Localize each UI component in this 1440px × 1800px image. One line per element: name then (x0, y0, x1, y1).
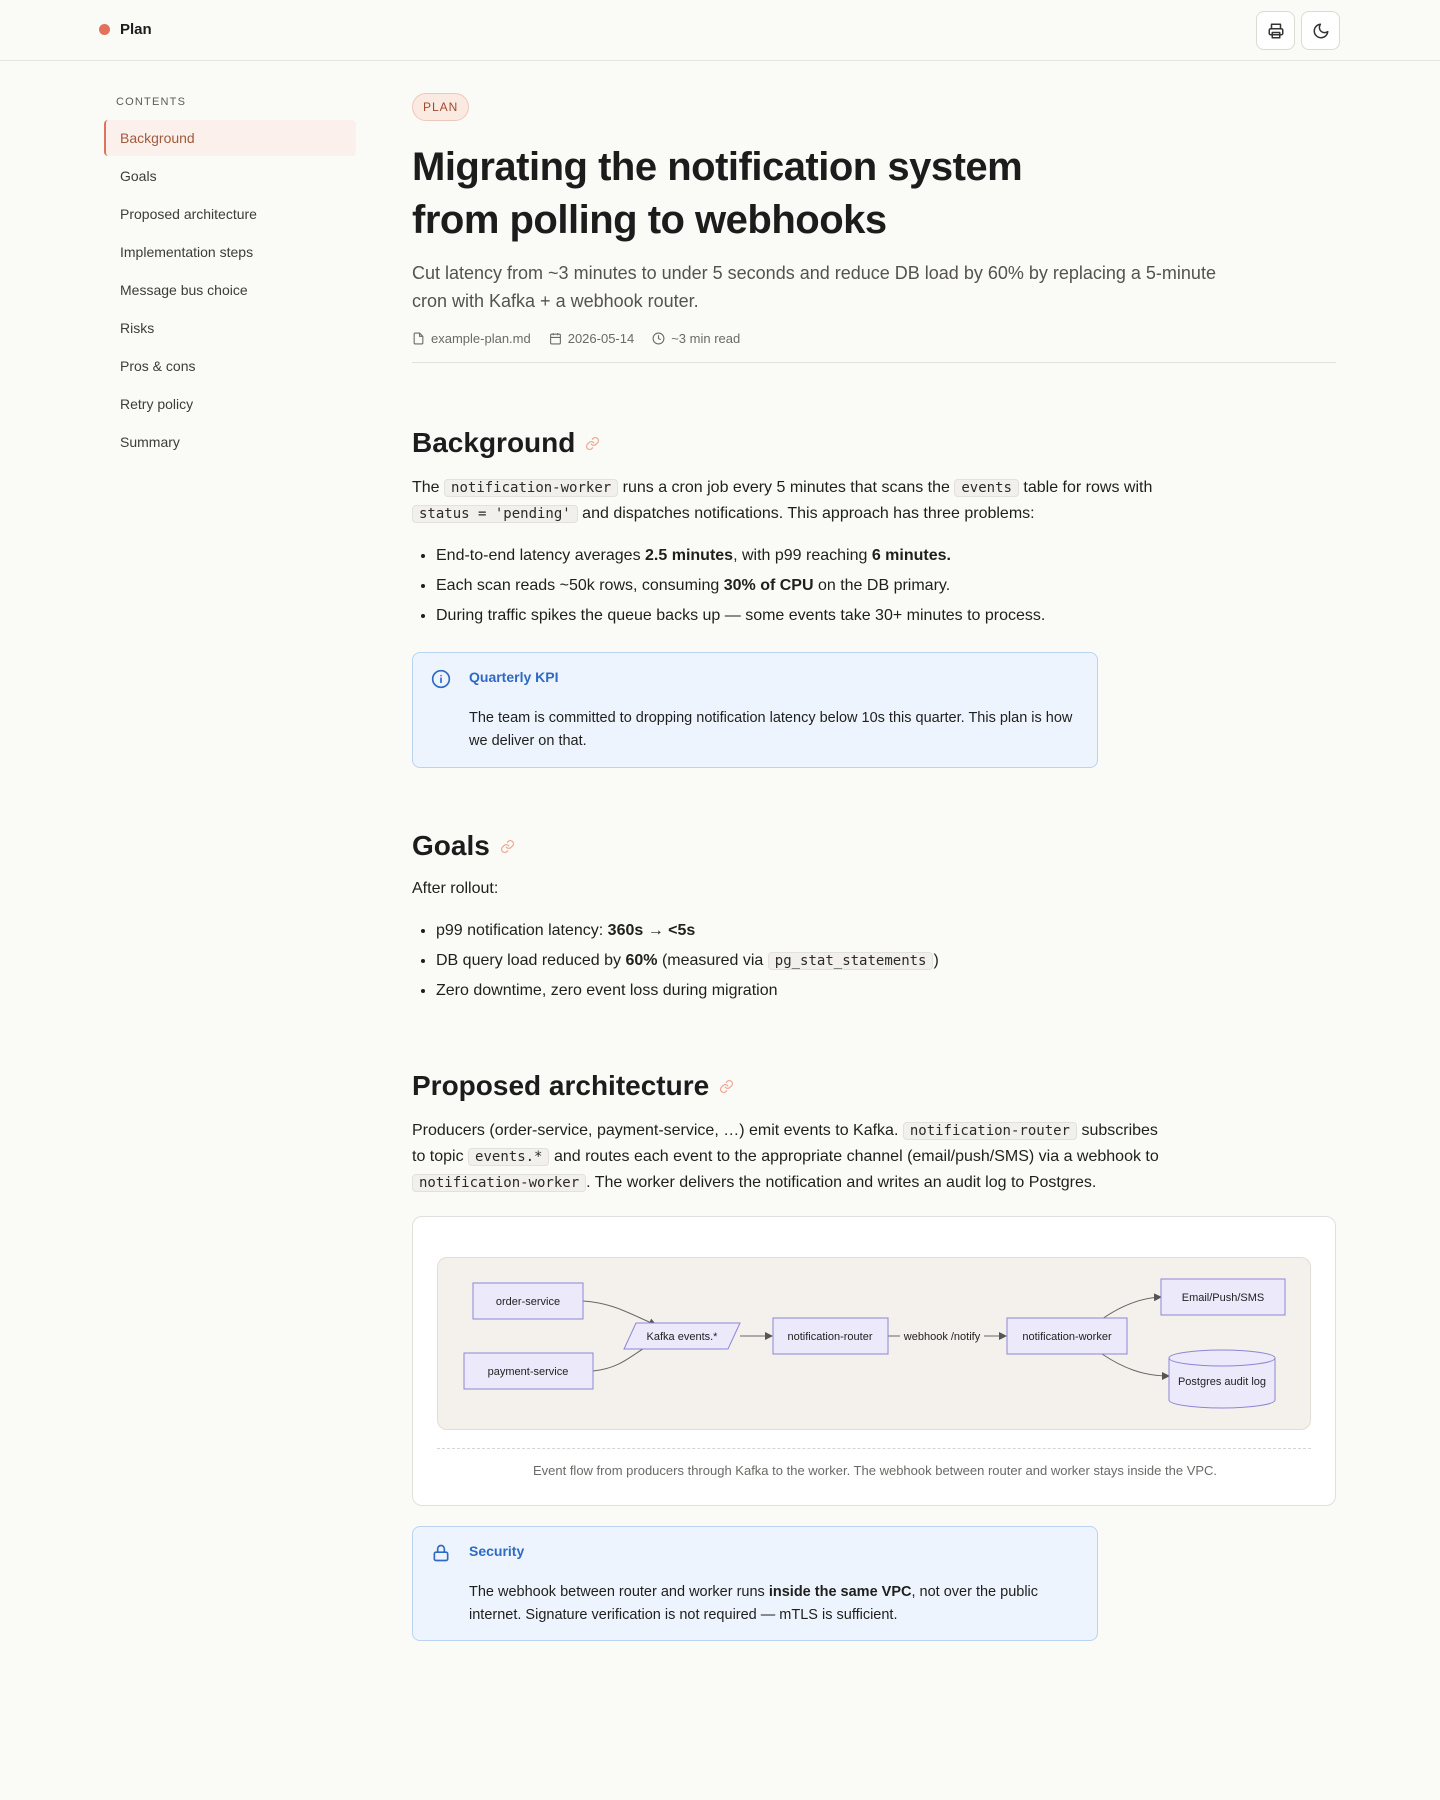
toc-item-retry-policy[interactable]: Retry policy (120, 396, 194, 412)
toc-title: CONTENTS (116, 96, 187, 108)
meta-file-name: example-plan.md (431, 331, 531, 346)
file-icon (412, 332, 425, 345)
table-of-contents (104, 96, 356, 462)
text: The (412, 479, 440, 496)
section-background (412, 427, 1336, 768)
printer-icon (1267, 22, 1285, 40)
list-item: • DB query load reduced by 60% (measured via pg_stat_statements ) (436, 946, 1336, 976)
inline-code: events.* (468, 1148, 549, 1166)
diagram-canvas (437, 1257, 1311, 1430)
toc-item-summary[interactable]: Summary (120, 434, 180, 450)
info-icon (431, 669, 451, 689)
heading-goals (412, 830, 1336, 862)
heading-architecture (412, 1070, 1336, 1102)
doc-meta (412, 331, 1336, 346)
toc-item-goals[interactable]: Goals (120, 168, 157, 184)
page-subtitle: Cut latency from ~3 minutes to under 5 seconds and reduce DB load by 60% by replacing a 5-minute cron with Kafka + a webhook router. (412, 263, 1216, 311)
toc-item-pros-cons[interactable]: Pros & cons (120, 358, 196, 374)
anchor-link-icon[interactable] (719, 1079, 734, 1094)
security-callout (412, 1526, 1098, 1641)
text: Producers (order-service, payment-service, …) emit events to Kafka. (412, 1122, 899, 1139)
theme-toggle-button[interactable] (1301, 11, 1340, 50)
inline-code: status = 'pending' (412, 505, 578, 523)
print-button[interactable] (1256, 11, 1295, 50)
list-item: • End-to-end latency averages 2.5 minutes, with p99 reaching 6 minutes. (436, 541, 1336, 571)
heading-goals-text: Goals (412, 830, 490, 861)
node-payment-service-label: payment-service (487, 1366, 569, 1378)
callout-body: The webhook between router and worker runs inside the same VPC, not over the public internet. Signature verification is not required — mTLS is sufficient. (469, 1584, 1039, 1623)
node-order-service-label: order-service (495, 1296, 561, 1308)
list-item: • During traffic spikes the queue backs up — some events take 30+ minutes to process. (436, 601, 1336, 631)
architecture-paragraph (412, 1118, 1172, 1196)
node-email-label: Email/Push/SMS (1181, 1292, 1265, 1304)
brand-title: Plan (120, 21, 152, 38)
inline-code: events (954, 479, 1019, 497)
callout-title: Security (469, 1543, 525, 1559)
text: runs a cron job every 5 minutes that scans the (622, 479, 950, 496)
figure-divider (437, 1448, 1311, 1449)
node-postgres-label: Postgres audit log (1177, 1376, 1267, 1388)
text: . The worker delivers the notification and writes an audit log to Postgres. (586, 1174, 1097, 1191)
lock-icon (431, 1543, 451, 1563)
calendar-icon (549, 332, 562, 345)
text: and dispatches notifications. This approach has three problems: (582, 505, 1035, 522)
text: and routes each event to the appropriate channel (email/push/SMS) via a webhook to (553, 1148, 1159, 1165)
inline-code: notification-router (903, 1122, 1077, 1140)
anchor-link-icon[interactable] (585, 436, 600, 451)
background-paragraph (412, 475, 1172, 527)
node-worker-label: notification-worker (1022, 1331, 1112, 1343)
problem-list (412, 541, 1336, 631)
edge-worker-postgres (1102, 1354, 1169, 1376)
architecture-figure (412, 1216, 1336, 1506)
section-architecture (412, 1070, 1336, 1641)
document (412, 93, 1336, 1641)
node-router-label: notification-router (787, 1331, 873, 1343)
callout-body: The team is committed to dropping notification latency below 10s this quarter. This plan is how we deliver on that. (469, 710, 1073, 749)
meta-read-time: ~3 min read (671, 331, 741, 346)
clock-icon (652, 332, 665, 345)
toc-item-background[interactable]: Background (104, 120, 356, 156)
node-postgres-top (1169, 1350, 1275, 1366)
top-bar (0, 0, 1440, 61)
text: table for rows with (1023, 479, 1153, 496)
edge-worker-email (1102, 1297, 1161, 1319)
inline-code: notification-worker (444, 479, 618, 497)
heading-architecture-text: Proposed architecture (412, 1070, 710, 1101)
toc-item-implementation-steps[interactable]: Implementation steps (120, 244, 254, 260)
header-divider (412, 362, 1336, 363)
text: subscribes to topic (412, 1122, 1158, 1165)
brand-dot (99, 24, 110, 35)
architecture-diagram (438, 1258, 1312, 1431)
goals-list (412, 916, 1336, 1006)
inline-code: notification-worker (412, 1174, 586, 1192)
toc-item-message-bus-choice[interactable]: Message bus choice (120, 282, 248, 298)
toc-item-risks[interactable]: Risks (120, 320, 155, 336)
node-kafka-label: Kafka events.* (646, 1331, 718, 1343)
heading-background-text: Background (412, 427, 576, 458)
anchor-link-icon[interactable] (500, 839, 515, 854)
meta-read (652, 331, 740, 346)
kpi-callout (412, 652, 1098, 768)
meta-date (549, 331, 635, 346)
heading-background (412, 427, 1336, 459)
edge-order-kafka (583, 1301, 656, 1325)
callout-title: Quarterly KPI (469, 669, 559, 685)
list-item: • Zero downtime, zero event loss during migration (436, 976, 1336, 1006)
brand[interactable] (99, 21, 152, 38)
section-goals (412, 830, 1336, 1006)
moon-icon (1312, 22, 1330, 40)
page-title: Migrating the notification system from polling to webhooks (412, 145, 1023, 242)
edge-label-webhook: webhook /notify (903, 1331, 981, 1343)
figure-caption: Event flow from producers through Kafka to the worker. The webhook between router and worker stays inside the VPC. (532, 1463, 1218, 1478)
list-item: • Each scan reads ~50k rows, consuming 30% of CPU on the DB primary. (436, 571, 1336, 601)
list-item: • p99 notification latency: 360s → <5s (436, 916, 1336, 946)
meta-file (412, 331, 531, 346)
top-actions (1256, 11, 1340, 50)
toc-item-proposed-architecture[interactable]: Proposed architecture (120, 206, 257, 222)
meta-date-value: 2026-05-14 (567, 331, 635, 346)
plan-badge: PLAN (412, 93, 469, 121)
goals-intro: After rollout: (412, 880, 499, 897)
